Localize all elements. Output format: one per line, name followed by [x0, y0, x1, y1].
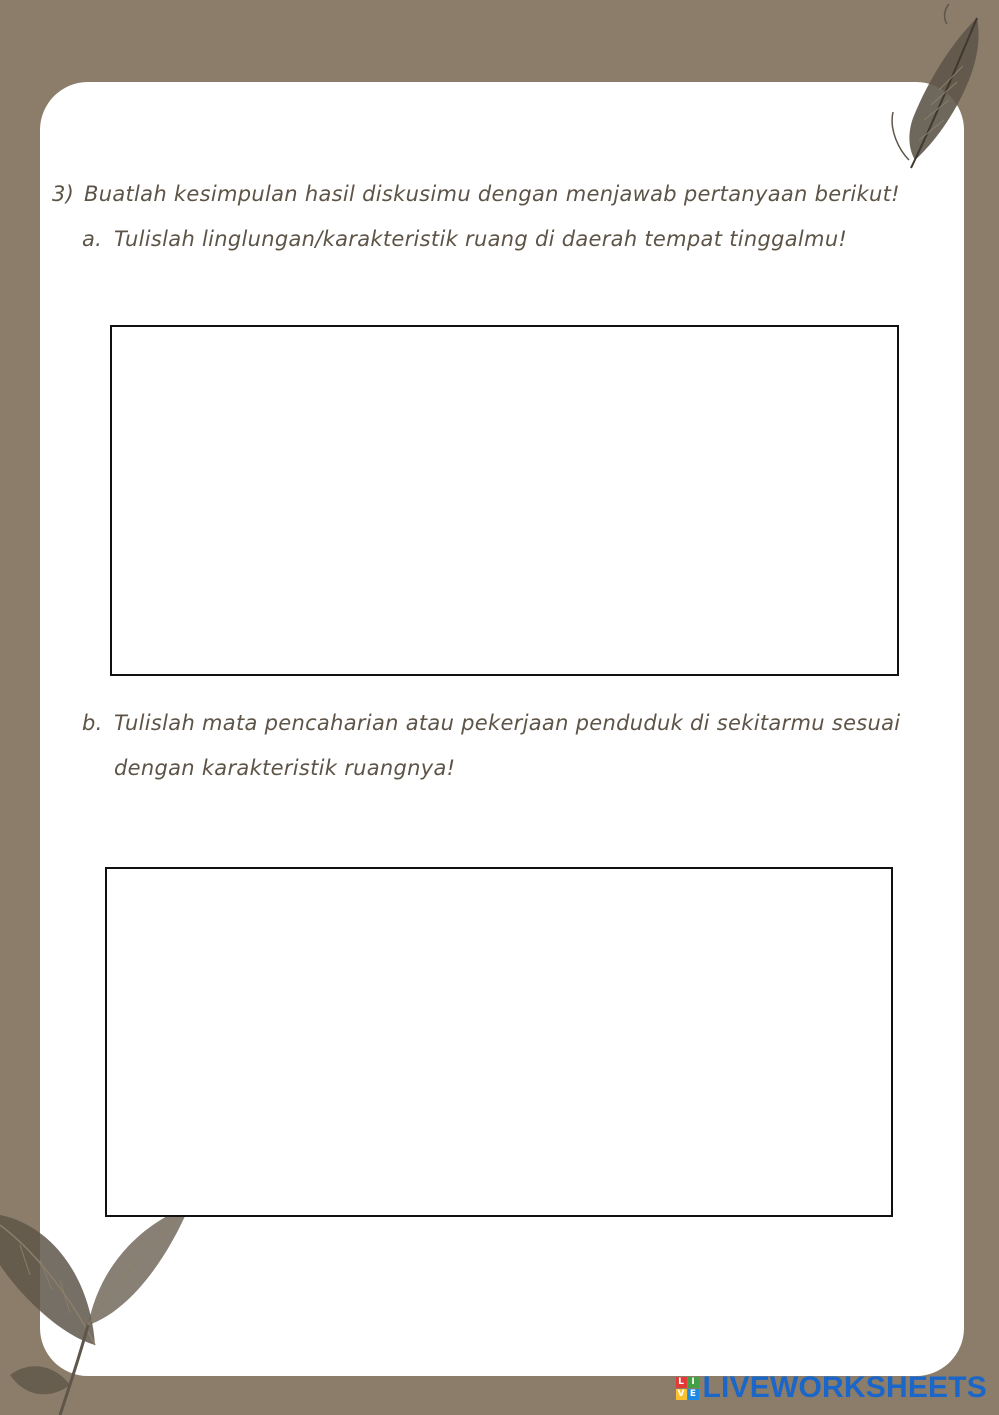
question-b — [82, 711, 900, 735]
question-number: 3) — [52, 182, 75, 206]
question-text: Tulislah mata pencaharian atau pekerjaan penduduk di sekitarmu sesuai — [114, 711, 901, 735]
question-label: b. — [82, 711, 103, 735]
question-text: Tulislah linglungan/karakteristik ruang di daerah tempat tinggalmu! — [114, 227, 848, 251]
brand-name: LIVEWORKSHEETS — [702, 1371, 987, 1404]
answer-box-b[interactable] — [105, 867, 893, 1217]
liveworksheets-brand — [676, 1371, 988, 1405]
logo-letter: V — [676, 1389, 687, 1400]
liveworksheets-logo-icon — [676, 1377, 699, 1400]
logo-letter: L — [676, 1377, 687, 1388]
answer-box-a[interactable] — [110, 325, 899, 676]
question-a — [82, 227, 847, 251]
question-text: Buatlah kesimpulan hasil diskusimu dengan menjawab pertanyaan berikut! — [84, 182, 900, 206]
question-b-continuation: dengan karakteristik ruangnya! — [114, 756, 456, 780]
logo-letter: I — [688, 1377, 699, 1388]
feather-quill-icon — [849, 0, 999, 180]
question-label: a. — [82, 227, 103, 251]
question-3 — [52, 182, 900, 206]
leaf-ornament-icon — [0, 1185, 200, 1415]
logo-letter: E — [688, 1389, 699, 1400]
